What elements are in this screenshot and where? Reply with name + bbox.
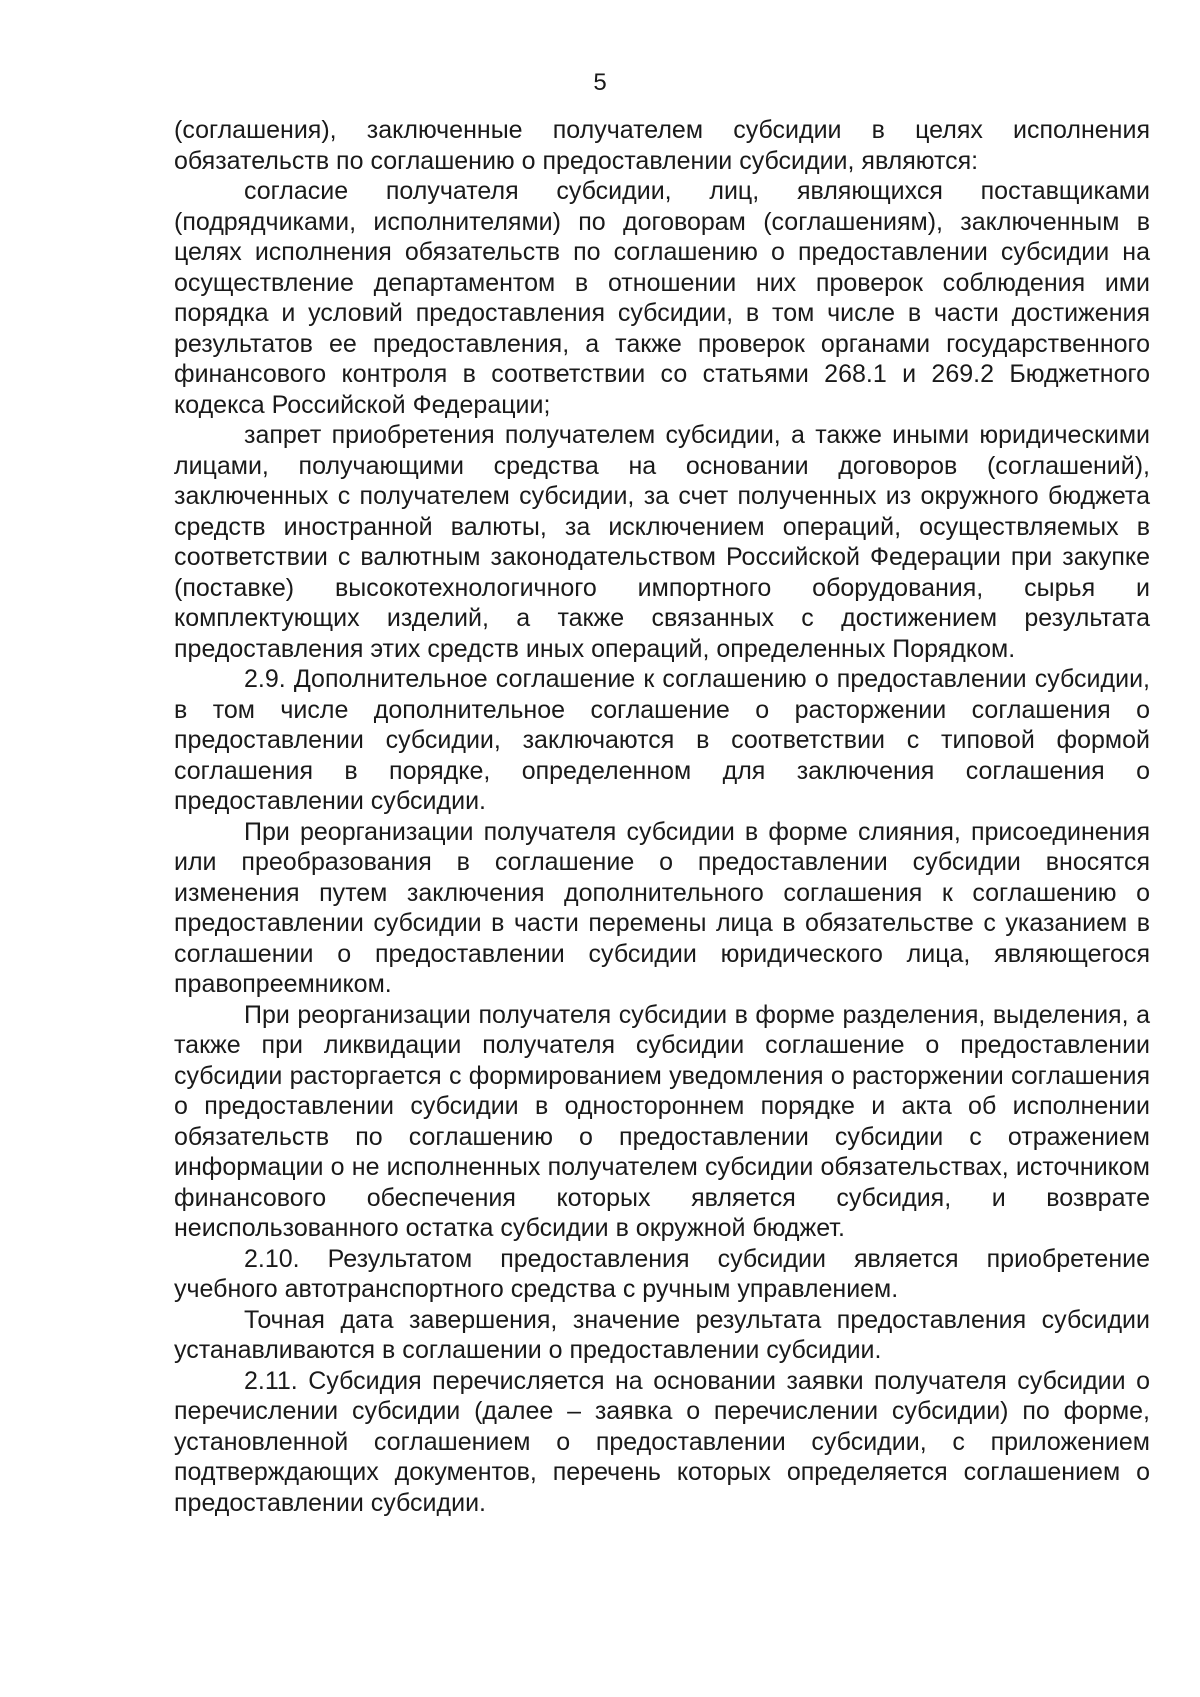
paragraph-reorganization-division: При реорганизации получателя субсидии в форме разделения, выделения, а также при ликвидации получателя субсидии соглашение о предоставлении субсидии расторгается с формированием уведомления о расторжении соглашения о предоставлении субсидии в одностороннем порядке и акта об исполнении обязательств по соглашению о предоставлении субсидии с отражением информации о не исполненных получателем субсидии обязательствах, источником финансового обеспечения которых является субсидия, и возврате неиспользованного остатка субсидии в окружной бюджет. — [174, 1000, 1150, 1242]
paragraph-continuation: (соглашения), заключенные получателем субсидии в целях исполнения обязательств по соглашению о предоставлении субсидии, являются: — [174, 116, 1150, 175]
paragraph-currency-ban: запрет приобретения получателем субсидии, а также иными юридическими лицами, получающими средства на основании договоров (соглашений), заключенных с получателем субсидии, за счет полученных из окружного бюджета средств иностранной валюты, за исключением операций, осуществляемых в соответствии с валютным законодательством Российской Федерации при закупке (поставке) высокотехнологичного импортного оборудования, сырья и комплектующих изделий, а также связанных с достижением результата предоставления этих средств иных операций, определенных Порядком. — [174, 421, 1150, 663]
paragraph-consent: согласие получателя субсидии, лиц, являющихся поставщиками (подрядчиками, исполнителями) по договорам (соглашениям), заключенным в целях исполнения обязательств по соглашению о предоставлении субсидии на осуществление департаментом в отношении них проверок соблюдения ими порядка и условий предоставления субсидии, в том числе в части достижения результатов ее предоставления, а также проверок органами государственного финансового контроля в соответствии со статьями 268.1 и 269.2 Бюджетного кодекса Российской Федерации; — [174, 177, 1150, 419]
paragraph-reorganization-merger: При реорганизации получателя субсидии в форме слияния, присоединения или преобразования в соглашение о предоставлении субсидии вносятся изменения путем заключения дополнительного соглашения к соглашению о предоставлении субсидии в части перемены лица в обязательстве с указанием в соглашении о предоставлении субсидии юридического лица, являющегося правопреемником. — [174, 817, 1150, 998]
paragraph-completion-date: Точная дата завершения, значение результата предоставления субсидии устанавливаются в соглашении о предоставлении субсидии. — [174, 1305, 1150, 1364]
paragraph-2-10: 2.10. Результатом предоставления субсидии является приобретение учебного автотранспортного средства с ручным управлением. — [174, 1244, 1150, 1303]
document-body — [174, 115, 1150, 1518]
paragraph-2-9: 2.9. Дополнительное соглашение к соглашению о предоставлении субсидии, в том числе дополнительное соглашение о расторжении соглашения о предоставлении субсидии, заключаются в соответствии с типовой формой соглашения в порядке, определенном для заключения соглашения о предоставлении субсидии. — [174, 665, 1150, 815]
page-number: 5 — [593, 69, 607, 96]
paragraph-2-11: 2.11. Субсидия перечисляется на основании заявки получателя субсидии о перечислении субсидии (далее – заявка о перечислении субсидии) по форме, установленной соглашением о предоставлении субсидии, с приложением подтверждающих документов, перечень которых определяется соглашением о предоставлении субсидии. — [174, 1366, 1150, 1517]
